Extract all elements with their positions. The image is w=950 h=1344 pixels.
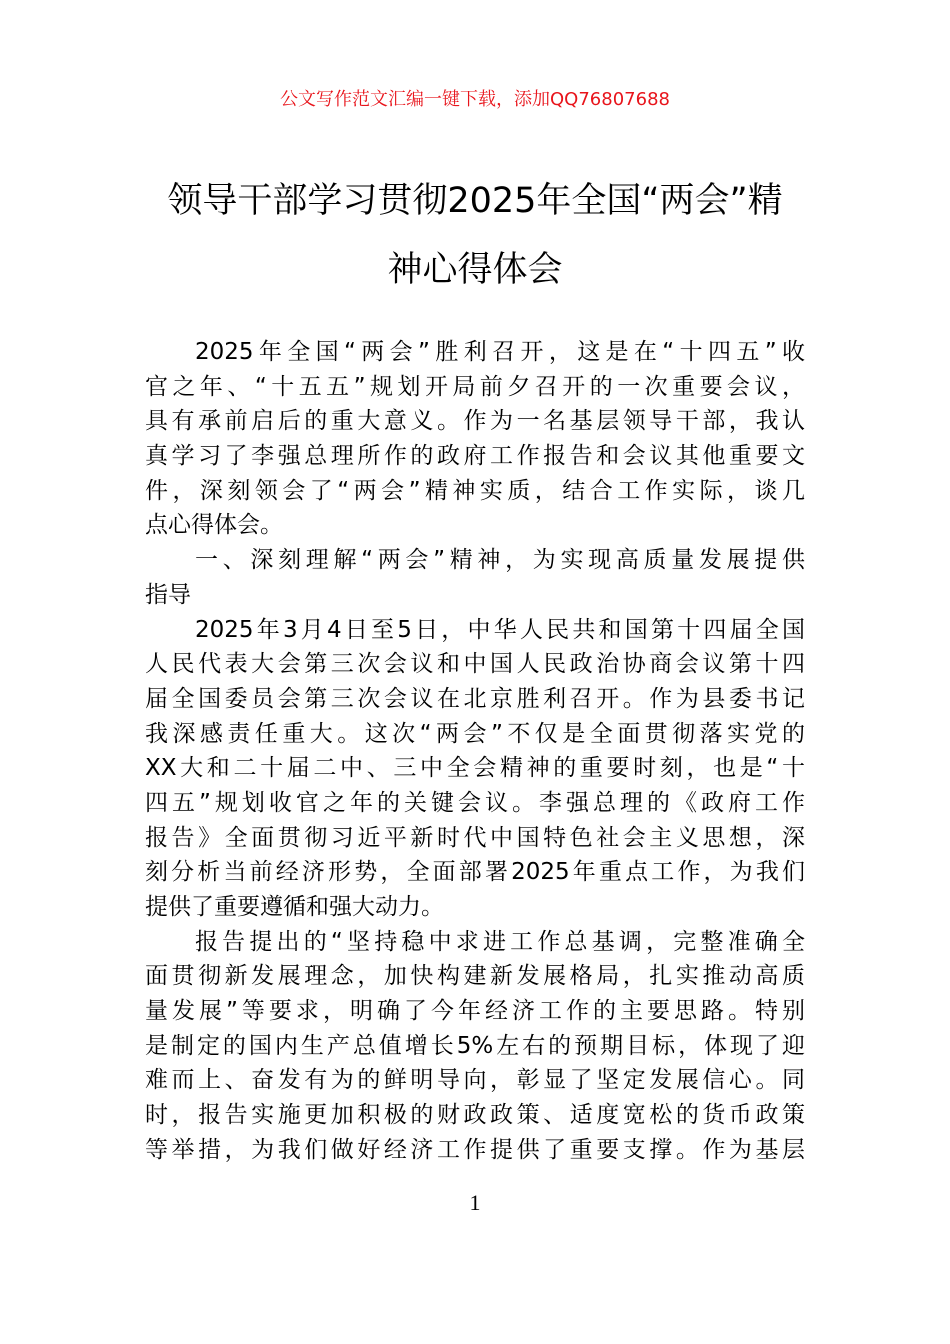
text-line: XX大和二十届二中、三中全会精神的重要时刻，也是“十 — [145, 755, 805, 782]
text-line: 是制定的国内生产总值增长5%左右的预期目标，体现了迎 — [145, 1032, 805, 1059]
section-heading — [145, 543, 805, 612]
text-line: 量发展”等要求，明确了今年经济工作的主要思路。特别 — [145, 998, 805, 1025]
text-line: 2025年3月4日至5日，中华人民共和国第十四届全国 — [195, 616, 805, 643]
text-line: 提供了重要遵循和强大动力。 — [145, 894, 444, 920]
text-line: 一、深刻理解“两会”精神，为实现高质量发展提供 — [195, 547, 805, 574]
paragraph — [145, 925, 805, 1168]
page-number: 1 — [469, 1190, 481, 1215]
text-line: 报告》全面贯彻习近平新时代中国特色社会主义思想，深 — [145, 824, 805, 851]
text-line: 刻分析当前经济形势，全面部署2025年重点工作，为我们 — [145, 859, 805, 886]
document-body — [145, 335, 805, 1168]
text-line: 报告提出的“坚持稳中求进工作总基调，完整准确全 — [195, 928, 805, 955]
text-line: 真学习了李强总理所作的政府工作报告和会议其他重要文 — [145, 443, 805, 470]
text-line: 届全国委员会第三次会议在北京胜利召开。作为县委书记 — [145, 685, 805, 712]
text-line: 难而上、奋发有为的鲜明导向，彰显了坚定发展信心。同 — [145, 1067, 805, 1094]
text-line: 2025年全国“两会”胜利召开，这是在“十四五”收 — [195, 339, 805, 365]
document-title-line2: 神心得体会 — [387, 250, 563, 290]
text-line: 件，深刻领会了“两会”精神实质，结合工作实际，谈几 — [145, 477, 805, 504]
text-line: 四五”规划收官之年的关键会议。李强总理的《政府工作 — [145, 789, 805, 816]
text-line: 具有承前启后的重大意义。作为一名基层领导干部，我认 — [145, 408, 805, 435]
text-line: 人民代表大会第三次会议和中国人民政治协商会议第十四 — [145, 651, 805, 678]
paragraph — [145, 335, 805, 543]
text-line: 时，报告实施更加积极的财政政策、适度宽松的货币政策 — [145, 1102, 805, 1129]
text-line: 点心得体会。 — [145, 512, 283, 539]
document-title-line1: 领导干部学习贯彻2025年全国“两会”精 — [167, 181, 783, 221]
promo-header: 公文写作范文汇编一键下载，添加QQ76807688 — [280, 89, 670, 110]
text-line: 指导 — [145, 581, 191, 608]
text-line: 官之年、“十五五”规划开局前夕召开的一次重要会议， — [145, 373, 805, 400]
text-line: 面贯彻新发展理念，加快构建新发展格局，扎实推动高质 — [145, 963, 805, 990]
text-line: 等举措，为我们做好经济工作提供了重要支撑。作为基层 — [145, 1136, 805, 1163]
paragraph — [145, 613, 805, 925]
text-line: 我深感责任重大。这次“两会”不仅是全面贯彻落实党的 — [145, 720, 805, 747]
